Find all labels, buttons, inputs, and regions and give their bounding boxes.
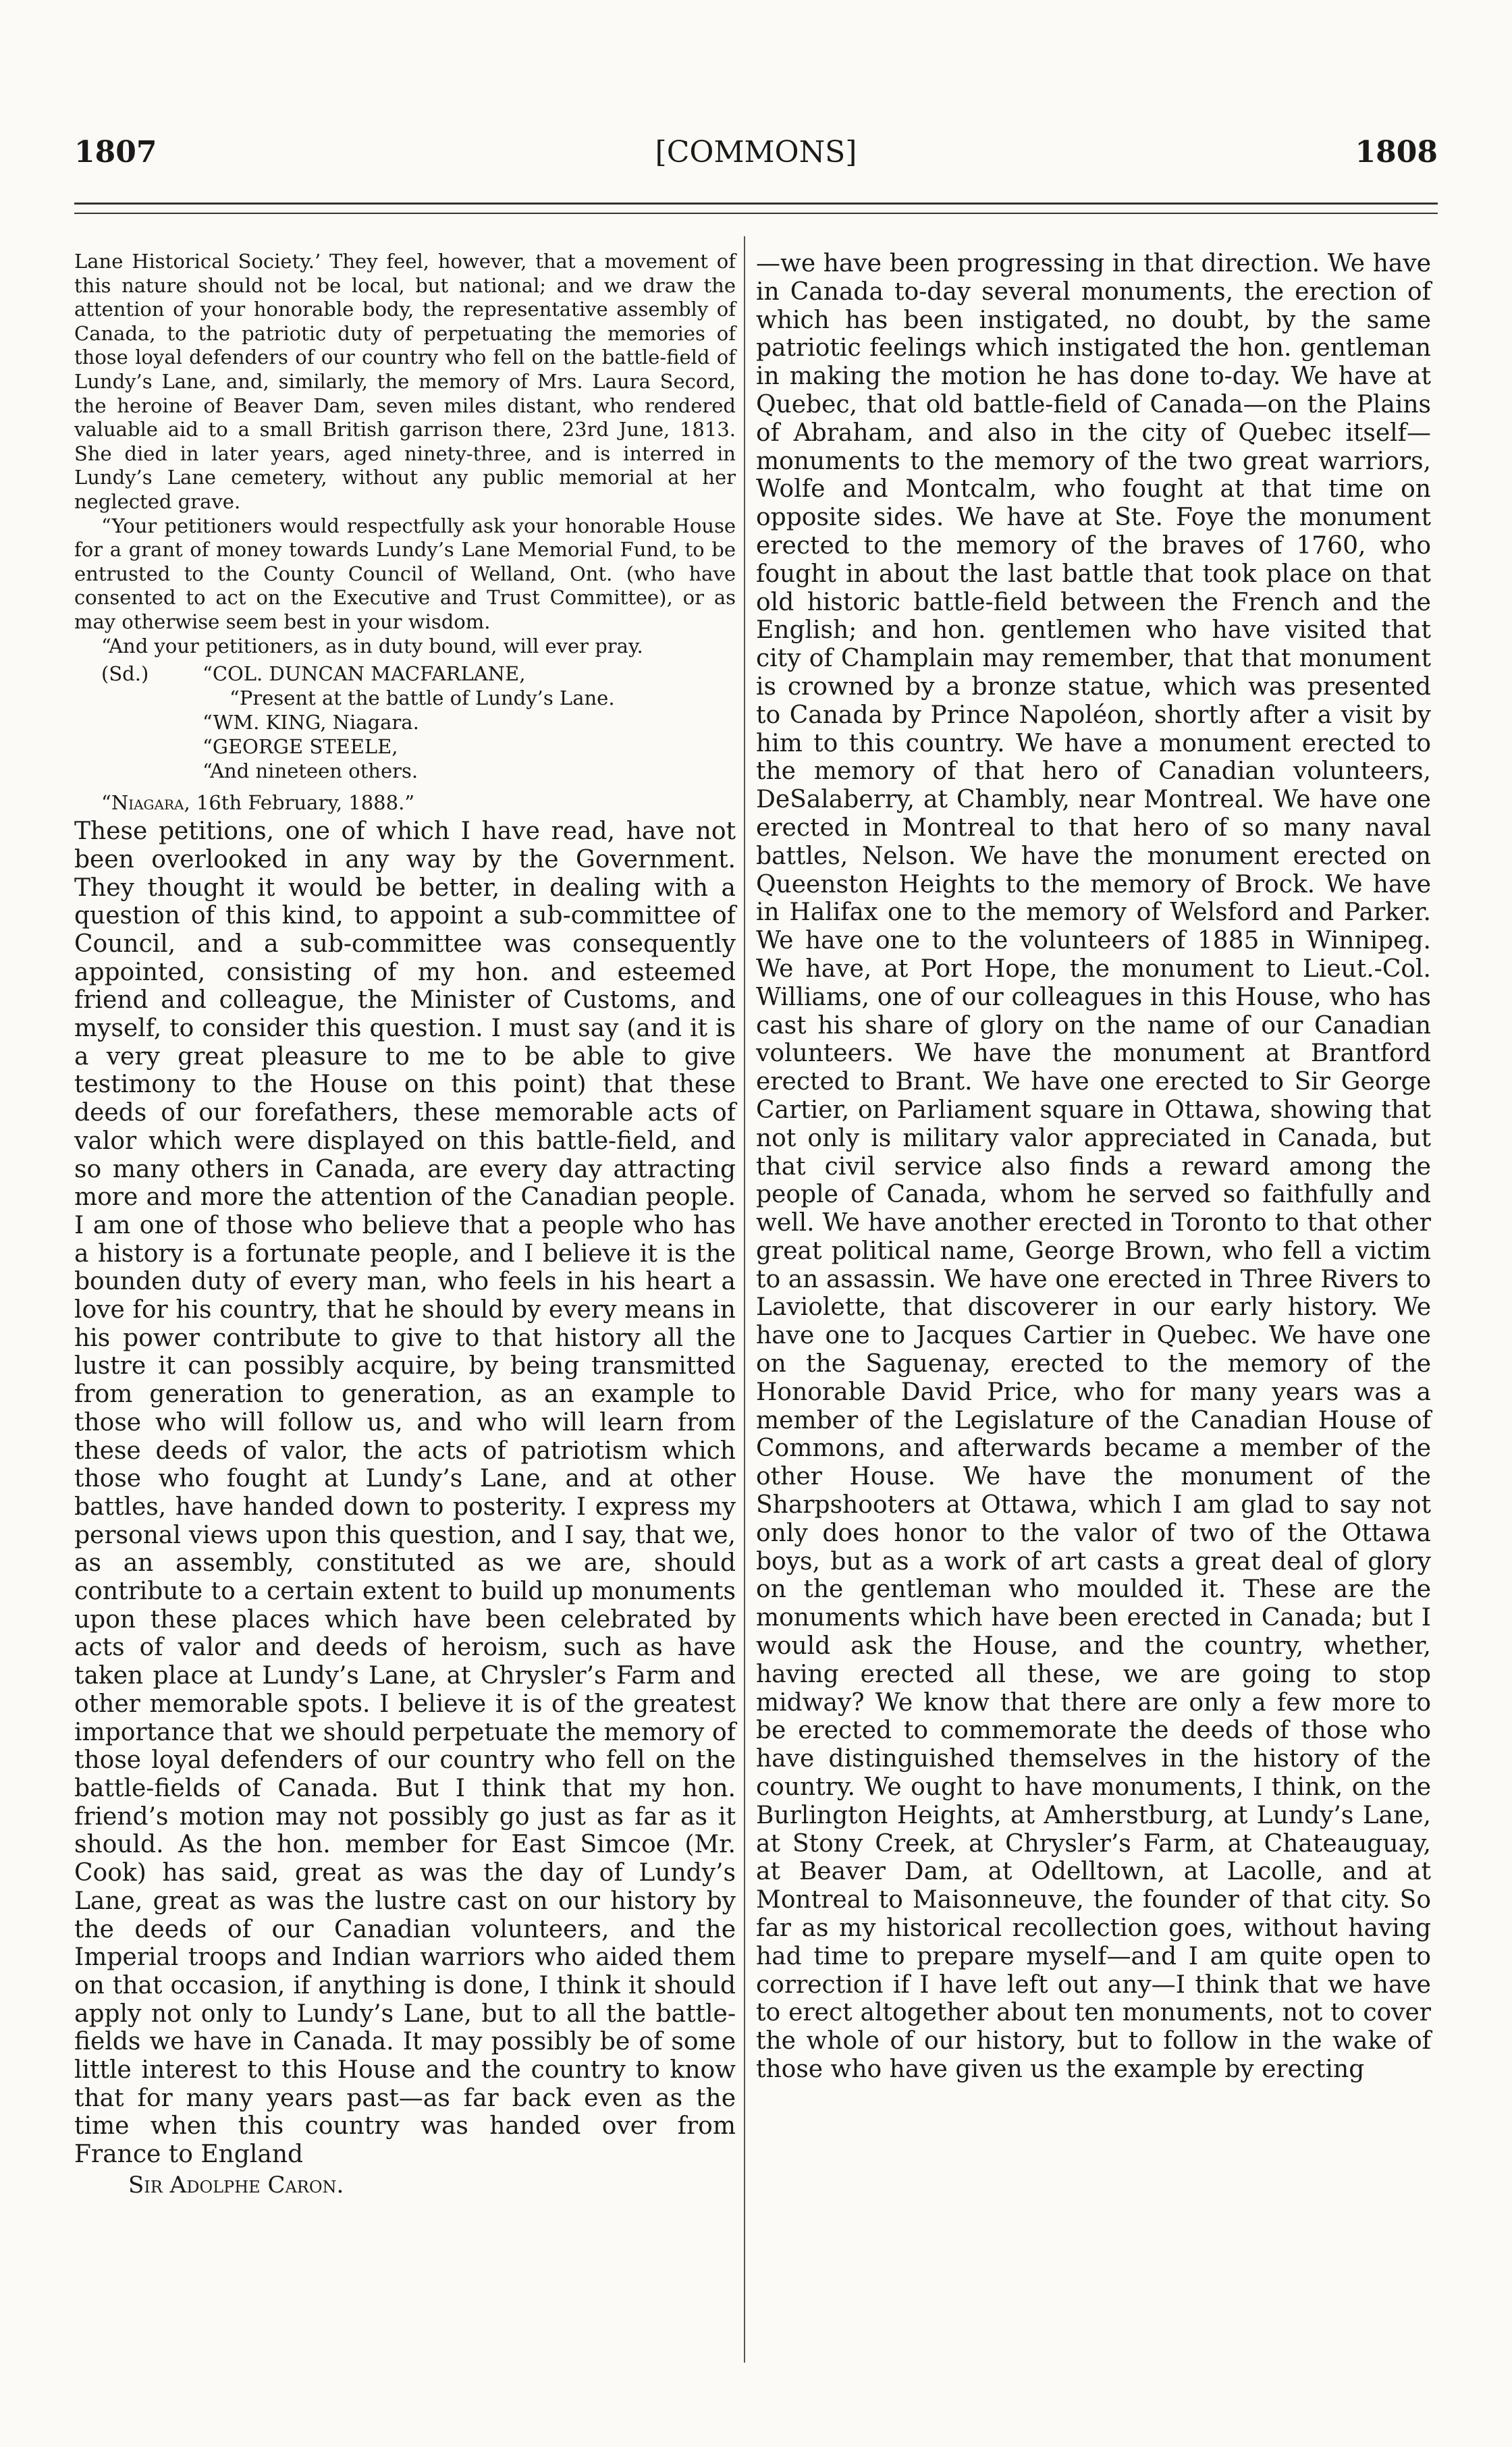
petition-paragraph: “Your petitioners would respectfully ask your honorable House for a grant of money towards Lundy’s Lane Memorial Fund, to be entrusted to the County Council of Welland, Ont. (who have consented to act on the Executive and Trust Committee), or as may otherwise seem best in your wisdom.: [74, 514, 736, 633]
dateline-place: “Niagara: [101, 791, 184, 815]
column-divider: [744, 236, 745, 2363]
page-header: [74, 135, 1438, 182]
left-column: [74, 250, 736, 2199]
signature-block: [74, 662, 736, 790]
signatory-line: “GEORGE STEELE,: [202, 735, 398, 759]
signatory-line: “And nineteen others.: [202, 759, 418, 783]
header-rule: [74, 203, 1438, 205]
page-number-right: 1808: [1355, 135, 1438, 169]
signed-tag: (Sd.): [101, 662, 149, 686]
signatory-line: “Present at the battle of Lundy’s Lane.: [230, 687, 615, 710]
petition-dateline: [101, 790, 736, 815]
signatory-line: “COL. DUNCAN MACFARLANE,: [202, 662, 526, 686]
petition-paragraph: Lane Historical Society.’ They feel, however, that a movement of this nature should not be local, but national; and we draw the attention of your honorable body, the representative assembly of Canada, to the patriotic duty of perpetuating the memories of those loyal defenders of our country who fell on the battle-field of Lundy’s Lane, and, similarly, the memory of Mrs. Laura Secord, the heroine of Beaver Dam, seven miles distant, who rendered valuable aid to a small British garrison there, 23rd June, 1813. She died in later years, aged ninety-three, and is interred in Lundy’s Lane cemetery, without any public memorial at her neglected grave.: [74, 250, 736, 513]
petition-quote: [74, 250, 736, 658]
speech-paragraph: —we have been progressing in that direction. We have in Canada to-day several monuments, the erection of which has been instigated, no doubt, by the same patriotic feelings which instigated the hon. gentleman in making the motion he has done to-day. We have at Quebec, that old battle-field of Canada—on the Plains of Abraham, and also in the city of Quebec itself—monuments to the memory of the two great warriors, Wolfe and Montcalm, who fought at that time on opposite sides. We have at Ste. Foye the monument erected to the memory of the braves of 1760, who fought in about the last battle that took place on that old historic battle-field between the French and the English; and hon. gentlemen who have visited that city of Champlain may remember, that that monument is crowned by a bronze statue, which was presented to Canada by Prince Napoléon, shortly after a visit by him to this country. We have a monument erected to the memory of that hero of Canadian volunteers, DeSalaberry, at Chambly, near Montreal. We have one erected in Montreal to that hero of so many naval battles, Nelson. We have the monument erected on Queenston Heights to the memory of Brock. We have in Halifax one to the memory of Welsford and Parker. We have one to the volunteers of 1885 in Winnipeg. We have, at Port Hope, the monument to Lieut.-Col. Williams, one of our colleagues in this House, who has cast his share of glory on the name of our Canadian volunteers. We have the monument at Brantford erected to Brant. We have one erected to Sir George Cartier, on Parliament square in Ottawa, showing that not only is military valor appreciated in Canada, but that civil service also finds a reward among the people of Canada, whom he served so faithfully and well. We have another erected in Toronto to that other great political name, George Brown, who fell a victim to an assassin. We have one erected in Three Rivers to Laviolette, that discoverer in our early history. We have one to Jacques Cartier in Quebec. We have one on the Saguenay, erected to the memory of the Honorable David Price, who for many years was a member of the Legislature of the Canadian House of Commons, and afterwards became a member of the other House. We have the monument of the Sharpshooters at Ottawa, which I am glad to say not only does honor to the valor of two of the Ottawa boys, but as a work of art casts a great deal of glory on the gentleman who moulded it. These are the monuments which have been erected in Canada; but I would ask the House, and the country, whether, having erected all these, we are going to stop midway? We know that there are only a few more to be erected to commemorate the deeds of those who have distinguished themselves in the history of the country. We ought to have monuments, I think, on the Burlington Heights, at Amherstburg, at Lundy’s Lane, at Stony Creek, at Chrysler’s Farm, at Chateauguay, at Beaver Dam, at Odelltown, at Lacolle, and at Montreal to Maisonneuve, the founder of that city. So far as my historical recollection goes, without having had time to prepare myself—and I am quite open to correction if I have left out any—I think that we have to erect altogether about ten monuments, not to cover the whole of our history, but to follow in the wake of those who have given us the example by erecting: [756, 250, 1431, 2083]
page-number-left: 1807: [74, 135, 157, 169]
right-column: [756, 250, 1431, 2084]
header-rule-secondary: [74, 213, 1438, 214]
speaker-name: Sir Adolphe Caron.: [128, 2171, 344, 2199]
signatory-line: “WM. KING, Niagara.: [202, 711, 419, 734]
section-title: [COMMONS]: [655, 135, 857, 169]
speech-paragraph: These petitions, one of which I have read, have not been overlooked in any way by the Government. They thought it would be better, in dealing with a question of this kind, to appoint a sub-committee of Council, and a sub-committee was consequently appointed, consisting of my hon. and esteemed friend and colleague, the Minister of Customs, and myself, to consider this question. I must say (and it is a very great pleasure to me to be able to give testimony to the House on this point) that these deeds of our forefathers, these memorable acts of valor which were displayed on this battle-field, and so many others in Canada, are every day attracting more and more the attention of the Canadian people. I am one of those who believe that a people who has a history is a fortunate people, and I believe it is the bounden duty of every man, who feels in his heart a love for his country, that he should by every means in his power contribute to give to that history all the lustre it can possibly acquire, by being transmitted from generation to generation, as an example to those who will follow us, and who will learn from these deeds of valor, the acts of patriotism which those who fought at Lundy’s Lane, and at other battles, have handed down to posterity. I express my personal views upon this question, and I say, that we, as an assembly, constituted as we are, should contribute to a certain extent to build up monuments upon these places which have been celebrated by acts of valor and deeds of heroism, such as have taken place at Lundy’s Lane, at Chrysler’s Farm and other memorable spots. I believe it is of the greatest importance that we should perpetuate the memory of those loyal defenders of our country who fell on the battle-fields of Canada. But I think that my hon. friend’s motion may not possibly go just as far as it should. As the hon. member for East Simcoe (Mr. Cook) has said, great as was the day of Lundy’s Lane, great as was the lustre cast on our history by the deeds of our Canadian volunteers, and the Imperial troops and Indian warriors who aided them on that occasion, if anything is done, I think it should apply not only to Lundy’s Lane, but to all the battle-fields we have in Canada. It may possibly be of some little interest to this House and the country to know that for many years past—as far back even as the time when this country was handed over from France to England: [74, 817, 736, 2169]
petition-paragraph: “And your petitioners, as in duty bound, will ever pray.: [101, 634, 643, 657]
dateline-date: , 16th February, 1888.”: [184, 791, 415, 815]
